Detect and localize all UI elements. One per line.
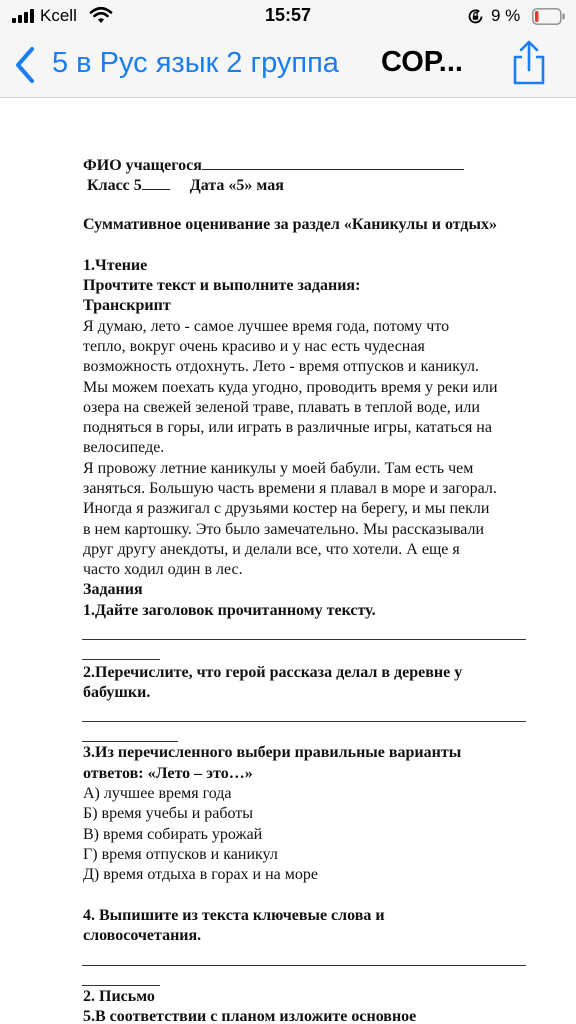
question-3-cont: ответов: «Лето – это…»: [83, 765, 253, 782]
assessment-title: Суммативное оценивание за раздел «Каникулы и отдых»: [83, 216, 497, 233]
answer-line: [82, 985, 160, 986]
answer-line: [82, 659, 160, 660]
answer-line: [82, 721, 526, 722]
fio-line: [83, 154, 464, 176]
text-line: в нем картошку. Это было замечательно. Мы рассказывали: [83, 521, 485, 538]
navigation-bar: [0, 34, 576, 98]
battery-icon: [532, 8, 566, 25]
text-line: часто ходил один в лес.: [83, 561, 243, 578]
fio-label: ФИО учащегося: [83, 157, 202, 174]
question-1: 1.Дайте заголовок прочитанному тексту.: [83, 602, 376, 619]
class-label: Класс 5: [87, 177, 142, 194]
share-icon[interactable]: [508, 40, 550, 86]
text-line: Иногда я разжигал с друзьями костер на берегу, и мы пекли: [83, 500, 490, 517]
text-line: тепло, вокруг очень красиво и у нас есть чудесная: [83, 338, 425, 355]
question-2: 2.Перечислите, что герой рассказа делал в деревне у: [83, 664, 463, 681]
text-line: Я думаю, лето - самое лучшее время года, потому что: [83, 318, 450, 335]
text-line: озера на свежей зеленой траве, плавать в теплой воде, или: [83, 399, 480, 416]
text-line: велосипеде.: [83, 439, 165, 456]
text-line: заняться. Большую часть времени я плавал в море и загорал.: [83, 480, 497, 497]
question-2-cont: бабушки.: [83, 684, 151, 701]
status-time: 15:57: [264, 5, 312, 25]
answer-line: [82, 639, 526, 640]
option-item: Г) время отпусков и каникул: [83, 846, 278, 863]
question-3: 3.Из перечисленного выбери правильные варианты: [83, 744, 462, 761]
tasks-heading: Задания: [83, 581, 143, 598]
text-line: возможность отдохнуть. Лето - время отпусков и каникул.: [83, 358, 480, 375]
question-4-cont: словосочетания.: [83, 927, 202, 944]
question-5: 5.В соответствии с планом изложите основное: [83, 1008, 417, 1024]
text-line: подняться в горы, или играть в различные игры, кататься на: [83, 419, 492, 436]
reading-instruction: Прочтите текст и выполните задания:: [83, 277, 361, 294]
answer-line: [82, 965, 526, 966]
chevron-left-icon[interactable]: [10, 44, 40, 86]
section-writing: 2. Письмо: [83, 988, 155, 1005]
rotation-lock-icon: [467, 8, 484, 25]
date-label: Дата «5» мая: [189, 177, 284, 194]
document-page[interactable]: [0, 98, 576, 1024]
text-line: друг другу анекдоты, и делали все, что хотели. А еще я: [83, 541, 460, 558]
class-date-line: [87, 174, 284, 196]
option-item: В) время собирать урожай: [83, 826, 263, 843]
question-4: 4. Выпишите из текста ключевые слова и: [83, 907, 385, 924]
option-item: А) лучшее время года: [83, 785, 232, 802]
carrier-name: Kcell: [40, 6, 77, 25]
fio-blank: [202, 154, 464, 170]
option-item: Б) время учебы и работы: [83, 805, 254, 822]
page-title: СОР...: [381, 46, 463, 78]
answer-line: [82, 741, 178, 742]
battery-percentage: 9 %: [491, 6, 521, 25]
transcript-heading: Транскрипт: [83, 297, 171, 314]
text-line: Мы можем поехать куда угодно, проводить время у реки или: [83, 379, 498, 396]
option-item: Д) время отдыха в горах и на море: [83, 866, 319, 883]
text-line: Я провожу летние каникулы у моей бабули. Там есть чем: [83, 460, 474, 477]
section-reading: 1.Чтение: [83, 257, 148, 274]
class-blank: [142, 174, 170, 190]
back-button[interactable]: 5 в Рус язык 2 группа: [52, 47, 339, 79]
status-bar: [0, 0, 576, 34]
